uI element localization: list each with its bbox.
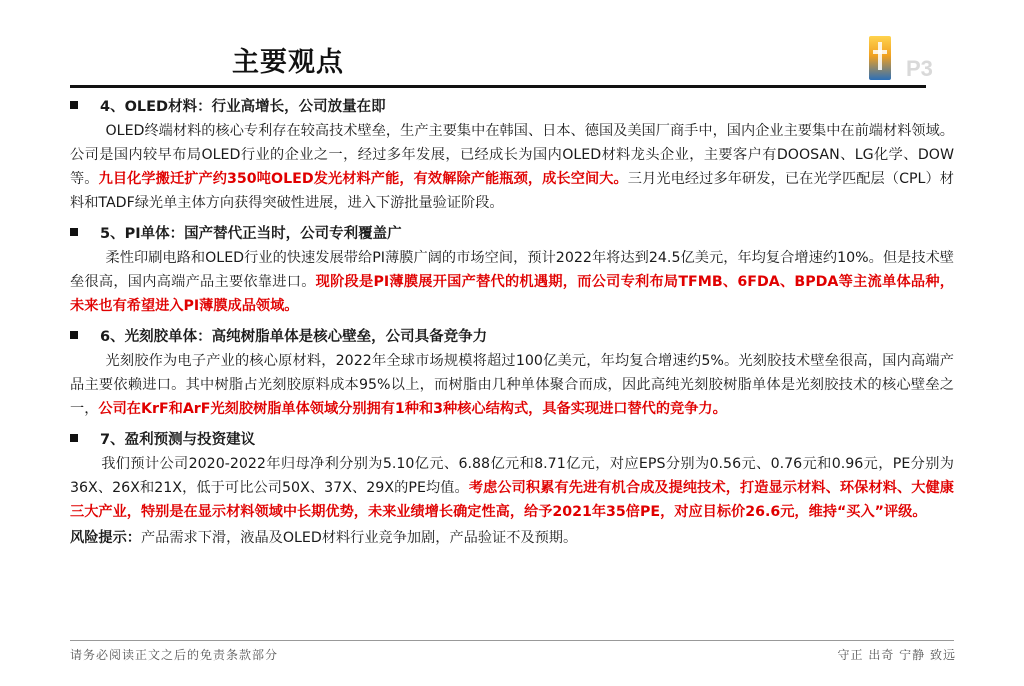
title-divider bbox=[70, 85, 926, 88]
footer-disclaimer: 请务必阅读正文之后的免责条款部分 bbox=[70, 648, 279, 662]
paragraph-text: 三月光电经过多年研发，已在光学匹配层（CPL）材料和TADF绿光单主体方向获得突破性进展，进入下游批量验证阶段。 bbox=[70, 171, 954, 211]
paragraph-text: 光刻胶作为电子产业的核心原材料，2022年全球市场规模将超过100亿美元，年均复合增速约5%。光刻胶技术壁垒很高，国内高端产品主要依赖进口。其中树脂占光刻胶原料成本95%以上，而树脂由几种单体聚合而成，因此高纯光刻胶树脂单体是光刻胶技术的核心壁垒之一， bbox=[70, 353, 954, 417]
section-heading-pi bbox=[70, 221, 954, 243]
square-bullet-icon bbox=[70, 331, 78, 339]
section-paragraph-forecast bbox=[70, 452, 954, 524]
page-number: P3 bbox=[906, 56, 933, 81]
highlight-text: 九目化学搬迁扩产约350吨OLED发光材料产能，有效解除产能瓶颈，成长空间大。 bbox=[98, 171, 628, 187]
footer-divider bbox=[70, 640, 954, 641]
paragraph-text: 我们预计公司2020-2022年归母净利分别为5.10亿元、6.88亿元和8.71亿元，对应EPS分别为0.56元、0.76元和0.96元，PE分别为36X、26X和21X，低于可比公司50X、37X、29X的PE均值。 bbox=[70, 456, 954, 496]
paragraph-text: OLED终端材料的核心专利存在较高技术壁垒，生产主要集中在韩国、日本、德国及美国厂商手中，国内企业主要集中在前端材料领域。公司是国内较早布局OLED行业的企业之一，经过多年发展，已经成长为国内OLED材料龙头企业，主要客户有DOOSAN、LG化学、DOW等。 bbox=[70, 123, 954, 187]
risk-warning bbox=[70, 526, 954, 550]
page-title: 主要观点 bbox=[232, 47, 344, 78]
section-heading-forecast bbox=[70, 427, 954, 449]
section-paragraph-oled bbox=[70, 119, 954, 215]
square-bullet-icon bbox=[70, 434, 78, 442]
section-heading-text: 7、盈利预测与投资建议 bbox=[100, 431, 256, 448]
risk-text: 产品需求下滑，液晶及OLED材料行业竞争加剧，产品验证不及预期。 bbox=[140, 530, 578, 546]
logo-icon bbox=[869, 36, 891, 80]
main-content bbox=[70, 94, 954, 556]
highlight-text: 考虑公司积累有先进有机合成及提纯技术，打造显示材料、环保材料、大健康三大产业，特别是在显示材料领域中长期优势，未来业绩增长确定性高，给予2021年35倍PE，对应目标价26.6元，维持“买入”评级。 bbox=[70, 480, 954, 520]
risk-label: 风险提示： bbox=[70, 530, 141, 546]
section-heading-photoresist bbox=[70, 324, 954, 346]
paragraph-text: 柔性印刷电路和OLED行业的快速发展带给PI薄膜广阔的市场空间，预计2022年将达到24.5亿美元，年均复合增速约10%。但是技术壁垒很高，国内高端产品主要依靠进口。 bbox=[70, 250, 954, 290]
square-bullet-icon bbox=[70, 228, 78, 236]
highlight-text: 现阶段是PI薄膜展开国产替代的机遇期，而公司专利布局TFMB、6FDA、BPDA等主流单体品种，未来也有希望进入PI薄膜成品领域。 bbox=[70, 274, 954, 314]
section-heading-text: 5、PI单体：国产替代正当时，公司专利覆盖广 bbox=[100, 225, 402, 242]
section-paragraph-pi bbox=[70, 246, 954, 318]
section-paragraph-photoresist bbox=[70, 349, 954, 421]
footer-motto: 守正 出奇 宁静 致远 bbox=[837, 648, 956, 662]
section-heading-text: 6、光刻胶单体：高纯树脂单体是核心壁垒，公司具备竞争力 bbox=[100, 328, 488, 345]
section-heading-oled bbox=[70, 94, 954, 116]
square-bullet-icon bbox=[70, 101, 78, 109]
highlight-text: 公司在KrF和ArF光刻胶树脂单体领域分别拥有1种和3种核心结构式，具备实现进口替代的竞争力。 bbox=[98, 401, 727, 417]
section-heading-text: 4、OLED材料：行业高增长，公司放量在即 bbox=[100, 98, 386, 115]
